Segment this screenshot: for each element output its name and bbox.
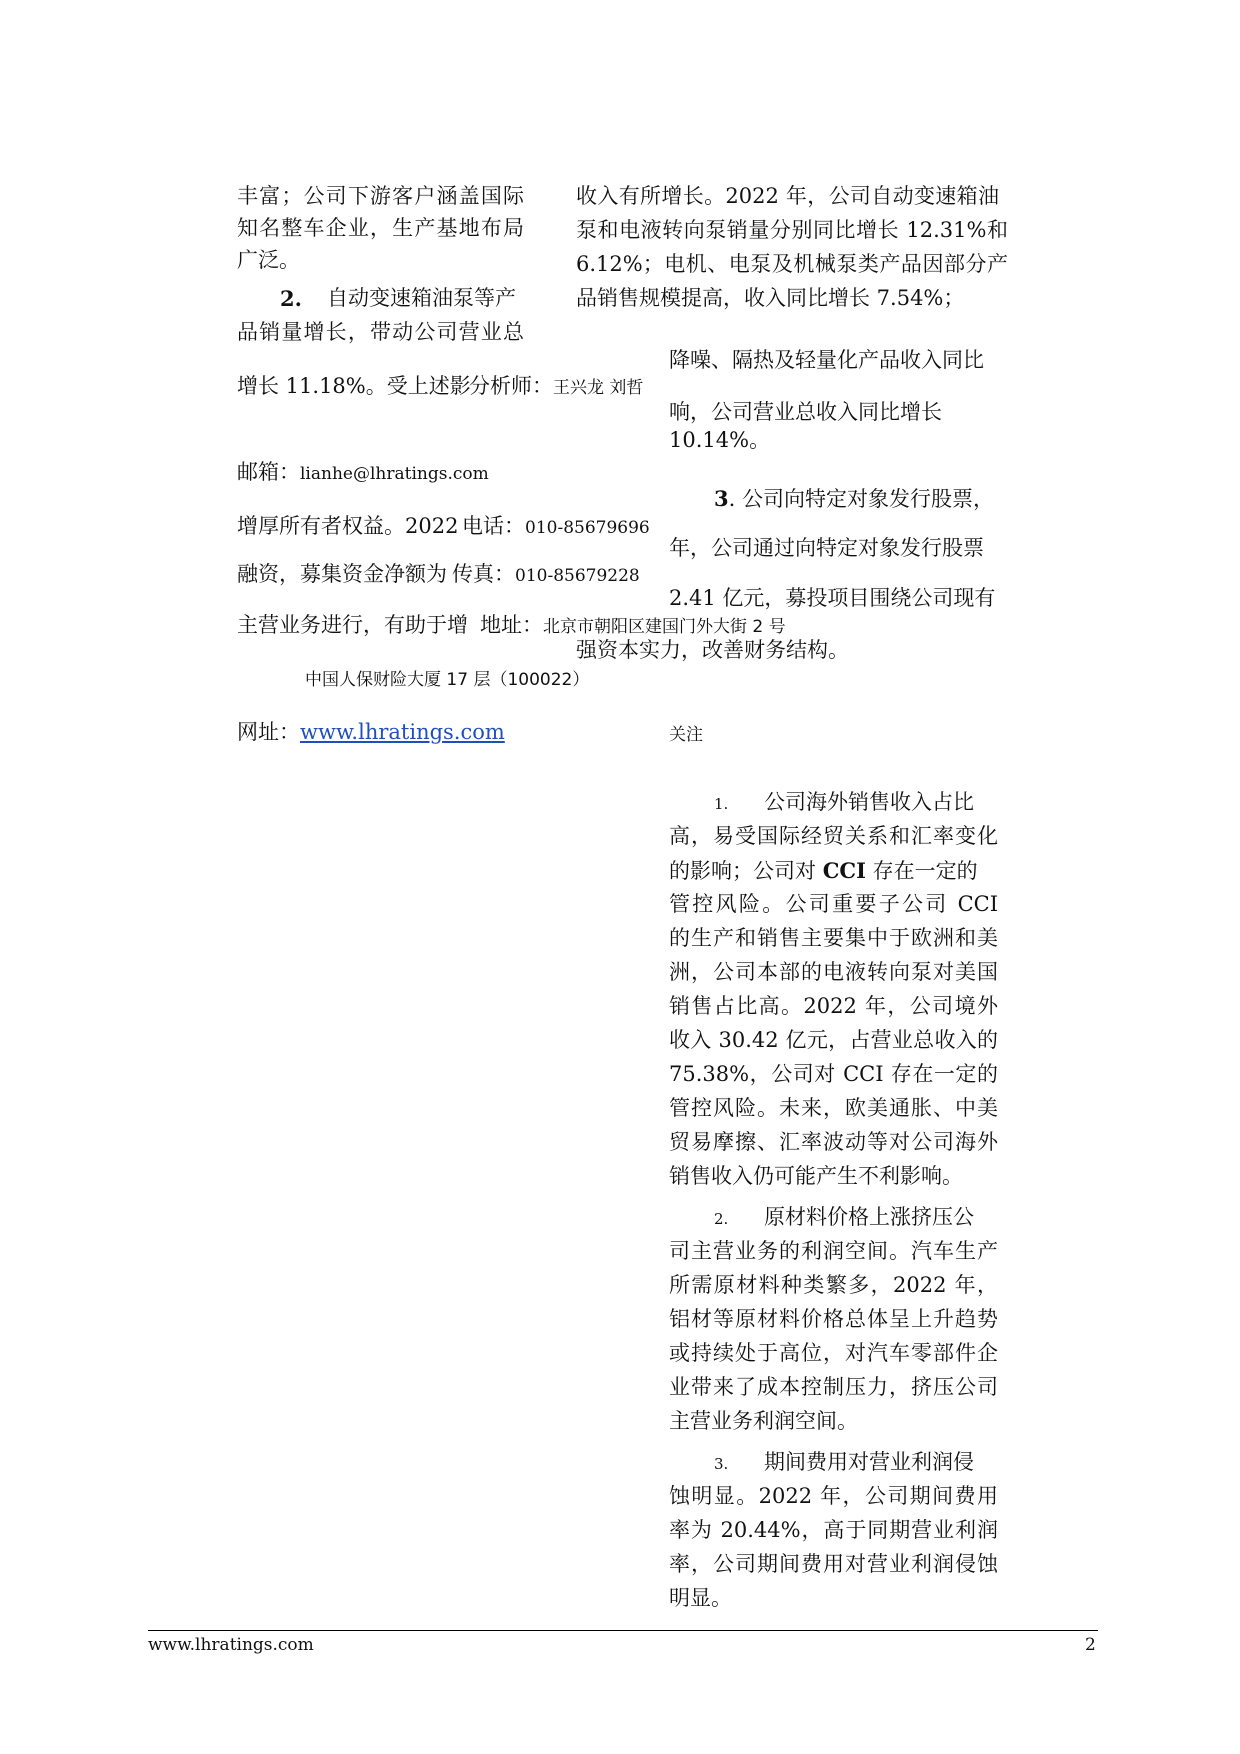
email-row: 邮箱：lianhe@lhratings.com — [237, 460, 489, 484]
right-line-3: 6.12%；电机、电泵及机械泵类产品因部分产 — [576, 252, 1008, 276]
address-line-2: 中国人保财险大厦 17 层（100022） — [305, 670, 590, 690]
left-line-7: 增厚所有者权益。2022 — [237, 514, 459, 538]
email-value: lianhe@lhratings.com — [300, 464, 489, 484]
address-value: 北京市朝阳区建国门外大街 2 号 — [543, 617, 786, 637]
left-line-1: 丰富；公司下游客户涵盖国际 — [237, 184, 524, 208]
right-line-1: 收入有所增长。2022 年，公司自动变速箱油 — [576, 184, 999, 208]
left-line-9: 主营业务进行，有助于增 — [237, 613, 468, 637]
fax-row: 传真：010-85679228 — [452, 562, 640, 586]
concern-1-line: 销售占比高。2022 年，公司境外 — [669, 994, 998, 1018]
left-line-6: 增长 11.18%。受上述影 — [237, 374, 471, 398]
right-line-6: 响，公司营业总收入同比增长 — [669, 400, 942, 424]
item-3-heading — [714, 488, 994, 510]
concern-1-line: 75.38%，公司对 CCI 存在一定的 — [669, 1062, 998, 1086]
concern-2-line: 或持续处于高位，对汽车零部件企 — [669, 1341, 998, 1365]
right-line-4: 品销售规模提高，收入同比增长 7.54%； — [576, 286, 965, 310]
concern-3-line: 率，公司期间费用对营业利润侵蚀 — [669, 1552, 998, 1576]
right-line-7: 10.14%。 — [669, 428, 771, 452]
phone-row: 电话：010-85679696 — [462, 514, 650, 538]
concern-1-line: 洲，公司本部的电液转向泵对美国 — [669, 960, 998, 984]
footer-site[interactable]: www.lhratings.com — [148, 1635, 314, 1655]
fax-value: 010-85679228 — [515, 566, 640, 586]
concern-1-number: 1. — [714, 795, 729, 813]
item-2-text: 自动变速箱油泵等产 — [327, 286, 516, 310]
right-line-2: 泵和电液转向泵销量分别同比增长 12.31%和 — [576, 218, 1008, 242]
right-line-9: 年，公司通过向特定对象发行股票 — [669, 536, 984, 560]
concern-3-line: 蚀明显。2022 年，公司期间费用 — [669, 1484, 998, 1508]
fax-label: 传真 — [452, 562, 494, 586]
page-number: 2 — [1085, 1635, 1096, 1655]
concern-2-line: 司主营业务的利润空间。汽车生产 — [669, 1239, 998, 1263]
email-label: 邮箱 — [237, 460, 279, 484]
concern-1-line: 销售收入仍可能产生不利影响。 — [669, 1164, 963, 1188]
footer-divider — [148, 1630, 1098, 1631]
concern-1-line: 公司海外销售收入占比 — [764, 790, 974, 814]
left-line-3: 广泛。 — [237, 248, 300, 272]
concern-3-line: 明显。 — [669, 1586, 732, 1610]
right-line-5: 降噪、隔热及轻量化产品收入同比 — [669, 348, 984, 372]
left-line-5: 品销量增长，带动公司营业总 — [237, 320, 524, 344]
address-label: 地址 — [480, 613, 522, 637]
website-label: 网址 — [237, 720, 279, 744]
item-2-number: 2. — [280, 286, 302, 311]
analyst-row: 分析师：王兴龙 刘哲 — [469, 374, 644, 398]
right-line-11: 强资本实力，改善财务结构。 — [576, 638, 849, 662]
concern-3-line: 率为 20.44%，高于同期营业利润 — [669, 1518, 998, 1542]
item-3-number: 3 — [714, 486, 729, 511]
concern-1-line: 高，易受国际经贸关系和汇率变化 — [669, 824, 998, 848]
phone-value: 010-85679696 — [525, 518, 650, 538]
website-row: 网址：www.lhratings.com — [237, 720, 505, 744]
concern-3-line: 期间费用对营业利润侵 — [764, 1450, 974, 1474]
right-line-10: 2.41 亿元，募投项目围绕公司现有 — [669, 586, 996, 610]
analyst-names: 王兴龙 刘哲 — [553, 378, 644, 398]
concern-2-line: 原材料价格上涨挤压公 — [764, 1205, 974, 1229]
left-line-8: 融资，募集资金净额为 — [237, 562, 447, 586]
analyst-label: 分析师 — [469, 374, 532, 398]
concern-1-line-with-term: 的影响；公司对 CCI 存在一定的 — [669, 858, 978, 883]
left-line-2: 知名整车企业，生产基地布局 — [237, 216, 524, 240]
concern-1-line: 管控风险。未来，欧美通胀、中美 — [669, 1096, 998, 1120]
concern-2-line: 业带来了成本控制压力，挤压公司 — [669, 1375, 998, 1399]
cci-bold-term: CCI — [822, 858, 866, 883]
concern-2-line: 所需原材料种类繁多，2022 年， — [669, 1273, 998, 1297]
concern-2-line: 主营业务利润空间。 — [669, 1409, 858, 1433]
concern-3-number: 3. — [714, 1455, 729, 1473]
concern-2-line: 铝材等原材料价格总体呈上升趋势 — [669, 1307, 998, 1331]
concern-1-line: 的生产和销售主要集中于欧洲和美 — [669, 926, 998, 950]
concern-1-line: 管控风险。公司重要子公司 CCI — [669, 892, 998, 916]
website-link[interactable]: www.lhratings.com — [300, 720, 505, 744]
concern-1-line: 收入 30.42 亿元，占营业总收入的 — [669, 1028, 998, 1052]
address-row: 地址：北京市朝阳区建国门外大街 2 号 — [480, 613, 786, 637]
concern-2-number: 2. — [714, 1210, 729, 1228]
concern-1-line: 贸易摩擦、汇率波动等对公司海外 — [669, 1130, 998, 1154]
phone-label: 电话 — [462, 514, 504, 538]
concerns-heading: 关注 — [669, 725, 703, 745]
item-3-text: . 公司向特定对象发行股票， — [728, 487, 994, 511]
